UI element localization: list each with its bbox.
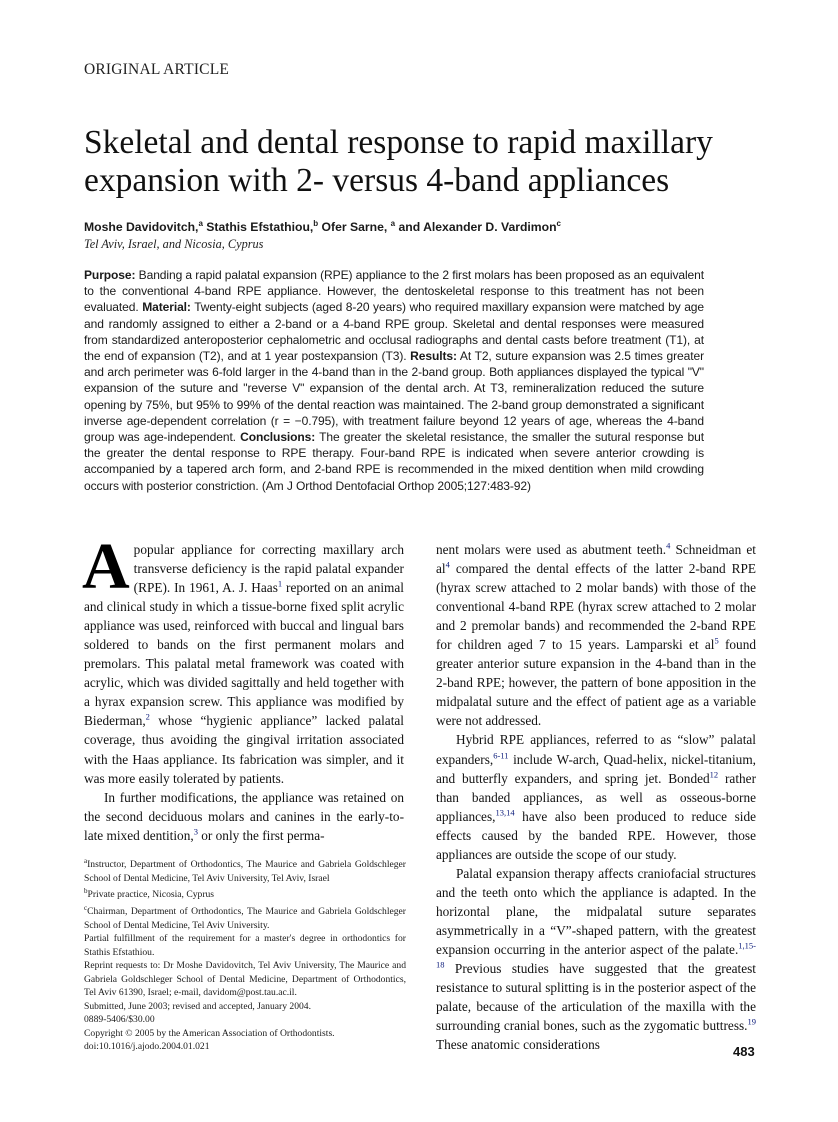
author-affiliation-mark: a (390, 219, 396, 228)
paragraph-text: Previous studies have suggested that the greatest resistance to sutural splitting is in the posterior aspect of the palate, because of the articulation of the maxilla with the surrounding cranial bones, such as the zygomatic buttress. (436, 961, 756, 1034)
page-number: 483 (733, 1044, 755, 1059)
citation-link[interactable]: 6-11 (493, 750, 509, 761)
footnote-submitted (84, 1000, 406, 1014)
paragraph-text: found greater anterior suture expansion in the 4-band than in the 2-band RPE; however, the pattern of bone apposition in the midpalatal suture and the effect of patient age as a variable were not addressed. (436, 637, 756, 729)
footnote-text: Private practice, Nicosia, Cyprus (87, 889, 215, 901)
footnote-doi[interactable] (84, 1040, 406, 1054)
paragraph-text: include W-arch, Quad-helix, nickel-titanium, and butterfly expanders, and spring jet. Bonded (436, 751, 756, 786)
footnote-text: Partial fulfillment of the requirement for a master's degree in orthodontics for Stathis Efstathiou. (84, 933, 406, 958)
footnote (84, 902, 406, 932)
footnote-copyright (84, 1027, 406, 1041)
drop-cap: A (82, 530, 130, 603)
author-affiliation-mark: b (313, 219, 319, 228)
footnote (84, 885, 406, 902)
footnote-mark: b (84, 887, 88, 896)
footnote-issn (84, 1013, 406, 1027)
abstract-purpose-text: Banding a rapid palatal expansion (RPE) appliance to the 2 first molars has been proposed as an equivalent to the conventional 4-band RPE appliance. However, the dentoskeletal response to this treatment has not been evaluated. (84, 268, 705, 315)
article-title: Skeletal and dental response to rapid maxillary expansion with 2- versus 4-band appliances (84, 124, 713, 199)
body-column-left (82, 530, 404, 845)
citation-link[interactable]: 2 (145, 712, 150, 722)
footnote-text: Instructor, Department of Orthodontics, The Maurice and Gabriela Goldschleger School of Dental Medicine, Tel Aviv University, Tel Aviv, Israel (84, 859, 406, 884)
footnote-mark: a (84, 857, 88, 865)
abstract (84, 267, 704, 494)
body-column-right (436, 540, 756, 1054)
footnote-mark: c (84, 903, 88, 912)
abstract-conclusions-label: Conclusions: (240, 430, 316, 445)
body-paragraph (82, 530, 404, 788)
paragraph-text: nent molars were used as abutment teeth. (436, 542, 667, 557)
abstract-conclusions-text: The greater the skeletal resistance, the smaller the sutural response but the greater the dental response to RPE therapy. Four-band RPE is indicated when severe anterior crowding is accompanied by a tapered arch form, and 2-band RPE is recommended in the mixed dentition when mild crowding occurs with posterior constriction. (Am J Orthod Dentofacial Orthop 2005;127:483-92) (84, 430, 704, 493)
author-name: Stathis Efstathiou, (202, 220, 314, 235)
footnote-text: Submitted, June 2003; revised and accepted, January 2004. (84, 1000, 311, 1012)
citation-link[interactable]: 4 (445, 559, 450, 570)
abstract-material-label: Material: (142, 300, 191, 315)
author-name: Ofer Sarne, (318, 220, 391, 235)
author-location: Tel Aviv, Israel, and Nicosia, Cyprus (84, 237, 264, 251)
abstract-material-text: Twenty-eight subjects (aged 8-20 years) who required maxillary expansion were matched by age and randomly assigned to either a 2-band or a 4-band RPE group. Skeletal and dental responses were measured from standardized anteroposterior cephalometric and occlusal radiographs and dental casts before treatment (T1), at the end of expansion (T2), and at 1 year postexpansion (T3). (84, 300, 705, 364)
author-affiliation-mark: a (198, 219, 203, 228)
author-list (84, 219, 561, 234)
citation-link[interactable]: 13,14 (495, 807, 515, 818)
abstract-purpose-label: Purpose: (84, 268, 136, 282)
citation-link[interactable]: 12 (709, 769, 719, 780)
paragraph-text: Schneidman et al (436, 542, 756, 577)
paragraph-text: In further modifications, the appliance was retained on the second deciduous molars and canines in the early-to-late mixed dentition, (84, 789, 404, 843)
citation-link[interactable]: 19 (747, 1016, 756, 1027)
paragraph-text: Hybrid RPE appliances, referred to as “slow” palatal expanders, (436, 732, 756, 767)
section-label: ORIGINAL ARTICLE (84, 61, 230, 78)
footnote-text: Reprint requests to: Dr Moshe Davidovitch, Tel Aviv University, The Maurice and Gabriela Goldschleger School of Dental Medicine, Department of Orthodontics, Tel Aviv 61390, Israel; e-mail, davidom@post.tau.ac.il. (84, 960, 406, 999)
doi-link[interactable]: doi:10.1016/j.ajodo.2004.01.021 (84, 1041, 210, 1053)
body-paragraph (436, 730, 756, 863)
paragraph-text: compared the dental effects of the latter 2-band RPE (hyrax screw attached to 2 molar bands) with those of the conventional 4-band RPE (hyrax screw attached to 2 molar and 2 premolar bands) and recommended the 2-band RPE for children aged 7 to 15 years. Lamparski et al (436, 561, 756, 653)
paragraph-text: have also been produced to reduce side effects caused by the banded RPE. However, those appliances are outside the scope of our study. (436, 808, 756, 862)
footnotes (84, 855, 406, 1054)
paragraph-text: whose “hygienic appliance” lacked palatal coverage, thus avoiding the gingival irritation associated with the Haas appliance. Its fabrication was simpler, and it was more easily tolerated by patients. (84, 713, 404, 786)
citation-link[interactable]: 1 (277, 578, 283, 589)
author-name: and Alexander D. Vardimon (395, 220, 557, 235)
footnote-text: 0889-5406/$30.00 (84, 1014, 155, 1026)
body-paragraph (436, 540, 756, 730)
paragraph-text: reported on an animal and clinical study in which a tissue-borne fixed split acrylic appliance was used, reinforced with buccal and lingual bars soldered to bands on the first permanent molars and premolars. This palatal metal framework was coated with acrylic, which was divided sagittally and held together with a hyrax expansion screw. This appliance was modified by Biederman, (84, 580, 404, 729)
footnote-reprint (84, 959, 406, 1000)
paragraph-text: These anatomic considerations (436, 1037, 600, 1053)
citation-link[interactable]: 1,15-18 (436, 940, 756, 970)
citation-link[interactable]: 5 (714, 635, 719, 646)
paragraph-text: popular appliance for correcting maxillary arch transverse deficiency is the rapid palatal expander (RPE). In 1961, A. J. Haas (133, 542, 404, 596)
footnote (84, 855, 406, 885)
footnote (84, 932, 406, 959)
citation-link[interactable]: 4 (666, 540, 671, 551)
body-paragraph (84, 788, 404, 845)
paragraph-text: rather than banded appliances, as well as osseous-borne appliances, (436, 770, 756, 824)
paragraph-text: Palatal expansion therapy affects craniofacial structures and the teeth onto which the appliance is adapted. In the horizontal plane, the midpalatal suture separates asymmetrically in a “V”-shaped pattern, with the greatest expansion occurring in the anterior aspect of the palate. (436, 865, 756, 957)
footnote-text: Chairman, Department of Orthodontics, The Maurice and Gabriela Goldschleger School of Dental Medicine, Tel Aviv University. (84, 906, 406, 931)
body-paragraph (436, 864, 756, 1054)
paragraph-text: or only the first perma- (197, 827, 325, 843)
citation-link[interactable]: 3 (193, 826, 198, 837)
footnote-text: Copyright © 2005 by the American Association of Orthodontists. (84, 1027, 335, 1039)
abstract-results-text: At T2, suture expansion was 2.5 times greater and arch perimeter was 6-fold larger in the 4-band than in the 2-band group. Both appliances displayed the typical "V" expansion of the suture and "reverse V" expansion of the dental arch. At T3, remineralization reduced the suture opening by 75%, but 95% to 99% of the dental reaction was maintained. The 2-band group demonstrated a significant inverse age-dependent correlation (r = −0.795), with treatment failure beyond 12 years of age, whereas the 4-band group was age-independent. (84, 349, 705, 445)
author-name: Moshe Davidovitch, (84, 220, 199, 235)
abstract-results-label: Results: (410, 349, 457, 364)
author-affiliation-mark: c (556, 219, 561, 228)
